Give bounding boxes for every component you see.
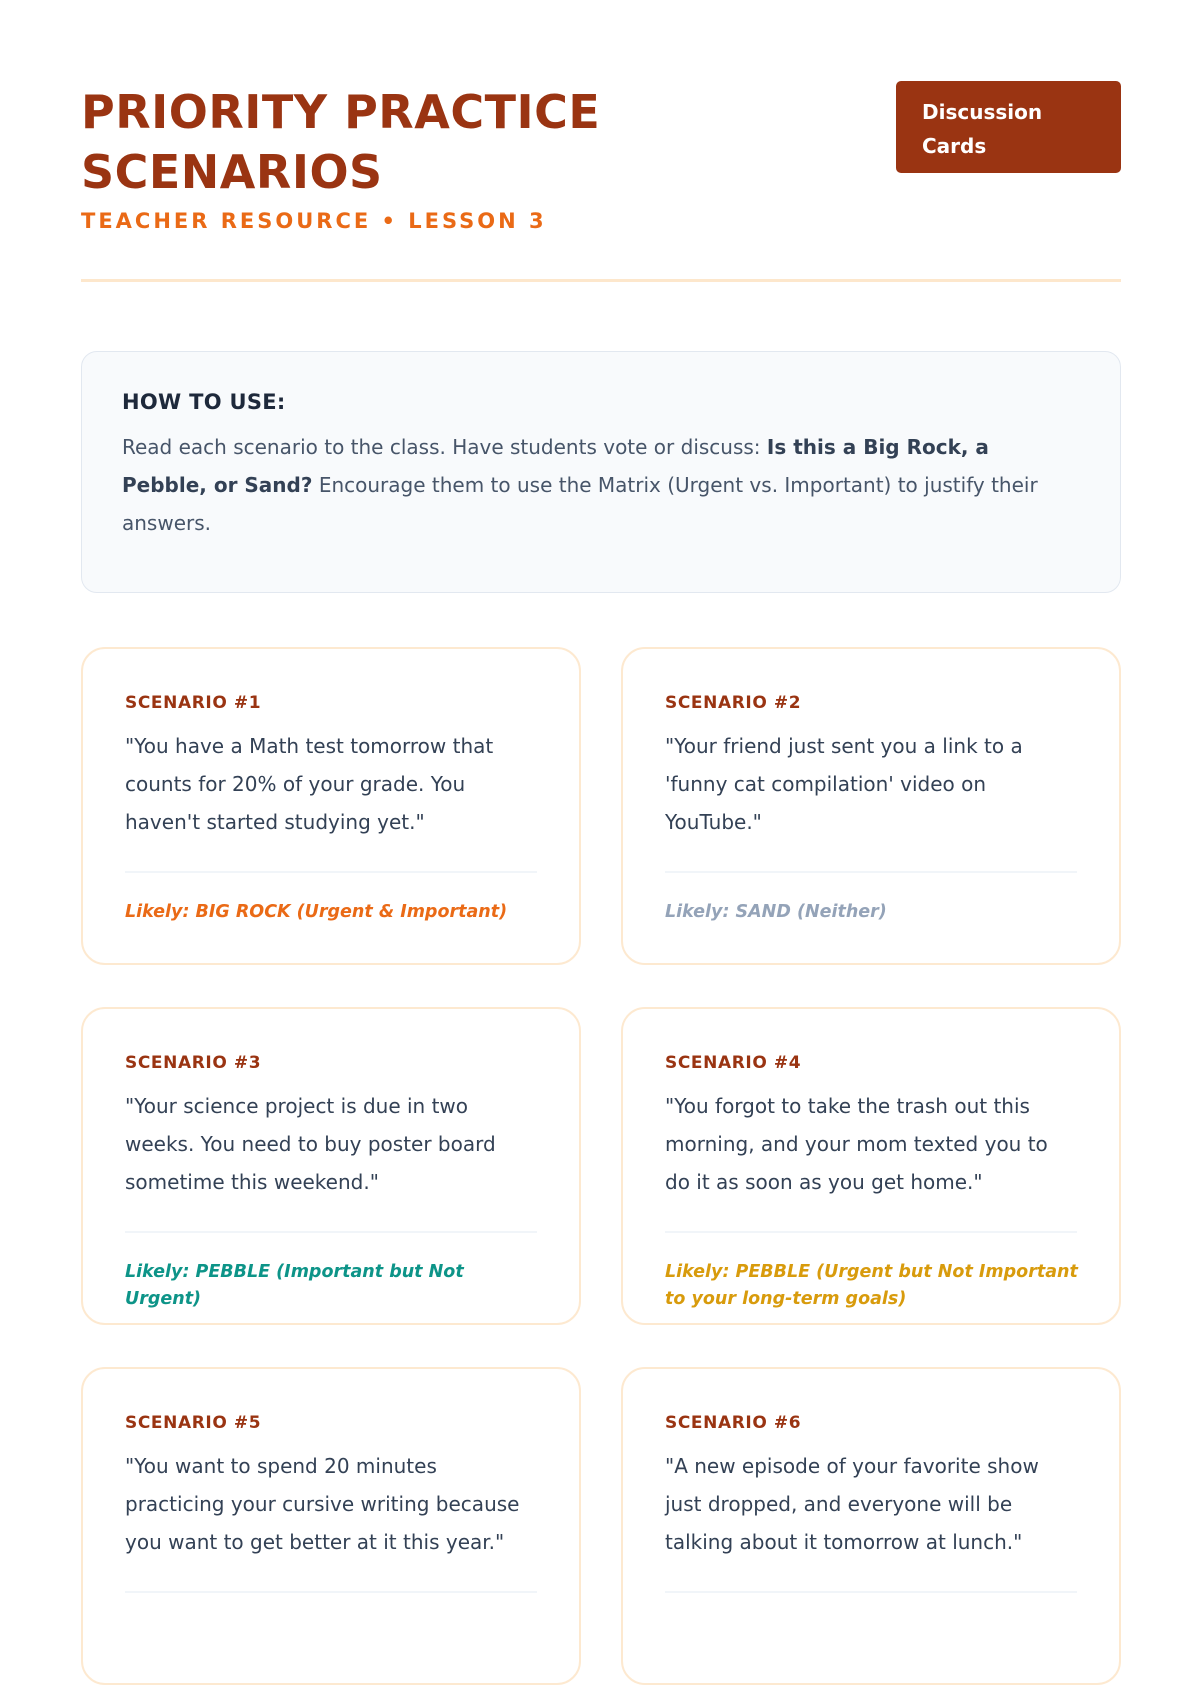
header xyxy=(81,0,1121,300)
how-to-use-text xyxy=(122,428,1080,542)
title-line-1: PRIORITY PRACTICE xyxy=(81,85,601,139)
page xyxy=(81,0,1121,1554)
page-subtitle: TEACHER RESOURCE • LESSON 3 xyxy=(81,209,547,233)
card-divider xyxy=(665,871,1077,873)
badge-line-2: Cards xyxy=(922,134,987,158)
scenario-card-6 xyxy=(621,1367,1121,1685)
scenario-label: SCENARIO #1 xyxy=(125,693,262,713)
scenario-card-5 xyxy=(81,1367,581,1685)
scenario-quote: "Your friend just sent you a link to a 'funny cat compilation' video on YouTube." xyxy=(665,734,1023,834)
scenario-quote: "A new episode of your favorite show just dropped, and everyone will be talking about it tomorrow at lunch." xyxy=(665,1454,1039,1554)
card-divider xyxy=(125,871,537,873)
how-to-use-question: Is this a Big Rock, a Pebble, or Sand? xyxy=(122,435,989,497)
scenario-quote: "Your science project is due in two weeks. You need to buy poster board sometime this weekend." xyxy=(125,1094,496,1194)
scenario-answer: Likely: SAND (Neither) xyxy=(665,902,887,922)
scenario-answer: Likely: BIG ROCK (Urgent & Important) xyxy=(125,902,508,922)
scenario-label: SCENARIO #2 xyxy=(665,693,802,713)
page-title xyxy=(81,82,600,202)
discussion-cards-badge xyxy=(896,81,1121,173)
header-divider xyxy=(81,279,1121,282)
card-divider xyxy=(125,1231,537,1233)
scenario-label: SCENARIO #6 xyxy=(665,1413,802,1433)
scenario-quote: "You forgot to take the trash out this morning, and your mom texted you to do it as soon as you get home." xyxy=(665,1094,1048,1194)
scenario-label: SCENARIO #3 xyxy=(125,1053,262,1073)
how-to-use-box xyxy=(81,351,1121,593)
scenario-card-1 xyxy=(81,647,581,965)
scenario-label: SCENARIO #4 xyxy=(665,1053,802,1073)
card-divider xyxy=(665,1591,1077,1593)
scenario-quote: "You have a Math test tomorrow that counts for 20% of your grade. You haven't started studying yet." xyxy=(125,734,494,834)
title-line-2: SCENARIOS xyxy=(81,145,383,199)
how-to-use-text-post: Encourage them to use the Matrix (Urgent vs. Important) to justify their answers. xyxy=(122,473,1038,535)
card-divider xyxy=(665,1231,1077,1233)
scenario-answer: Likely: PEBBLE (Urgent but Not Important to your long-term goals) xyxy=(665,1262,1078,1309)
scenario-quote: "You want to spend 20 minutes practicing your cursive writing because you want to get better at it this year." xyxy=(125,1454,520,1554)
how-to-use-text-pre: Read each scenario to the class. Have students vote or discuss: xyxy=(122,435,767,459)
how-to-use-title: HOW TO USE: xyxy=(122,390,286,414)
scenario-label: SCENARIO #5 xyxy=(125,1413,262,1433)
scenario-card-3 xyxy=(81,1007,581,1325)
scenario-card-4 xyxy=(621,1007,1121,1325)
scenario-answer: Likely: PEBBLE (Important but Not Urgent) xyxy=(125,1262,464,1309)
badge-line-1: Discussion xyxy=(922,100,1043,124)
card-divider xyxy=(125,1591,537,1593)
scenario-card-2 xyxy=(621,647,1121,965)
